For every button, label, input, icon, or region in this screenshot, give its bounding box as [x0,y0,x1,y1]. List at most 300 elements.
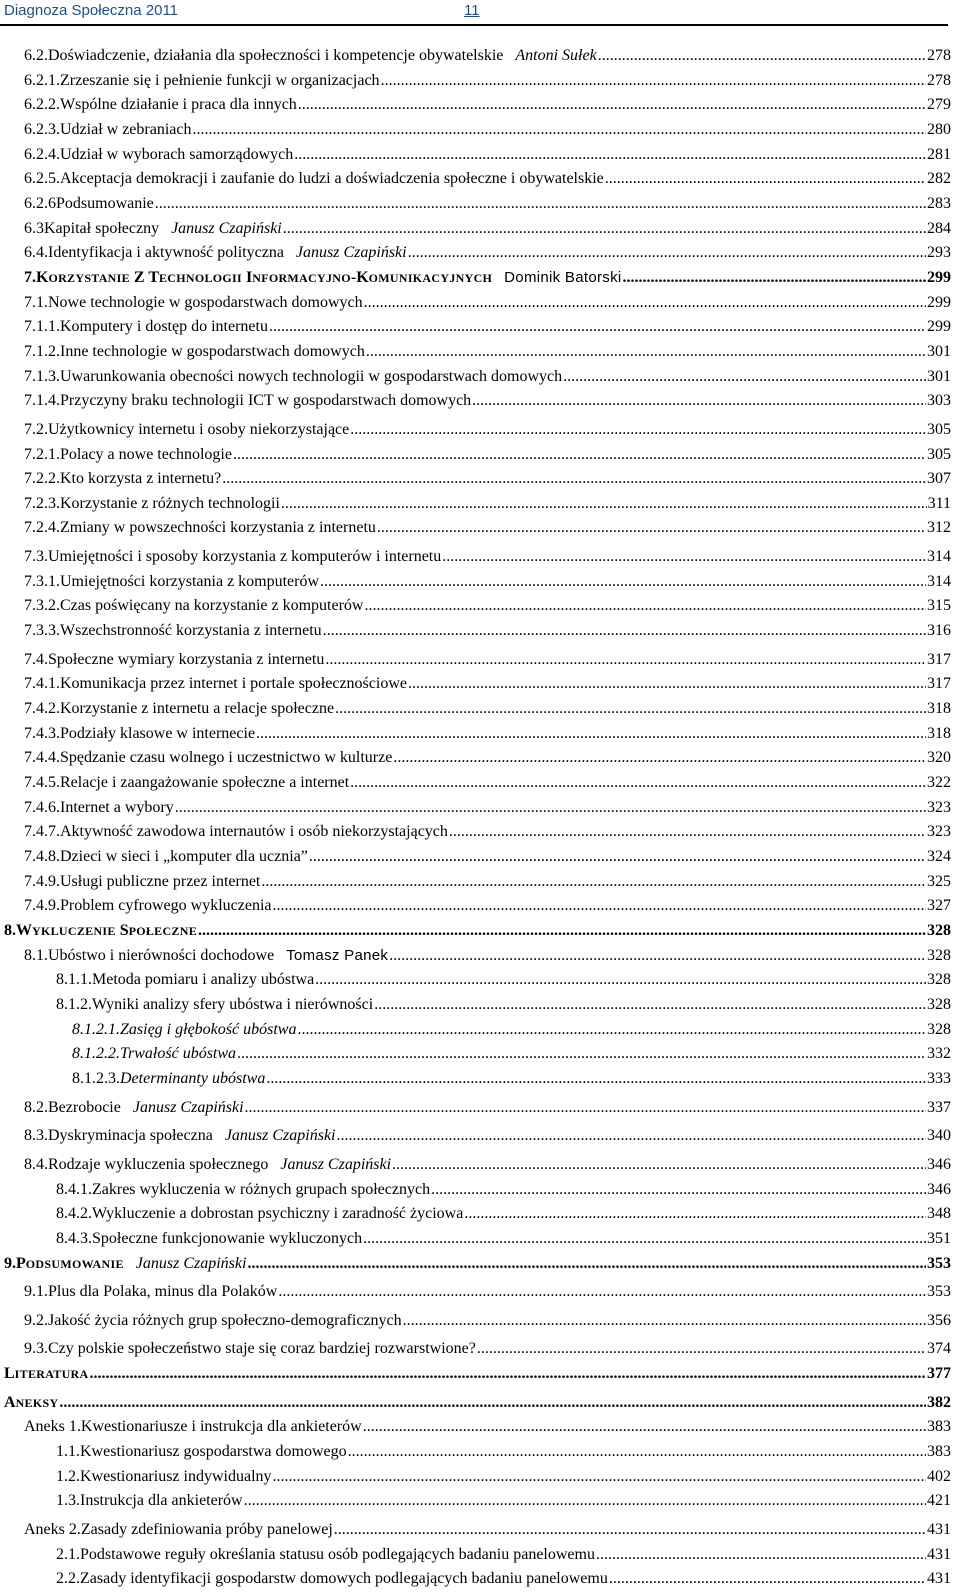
dot-leader [431,1178,926,1203]
toc-entry-number: 6.2.5. [24,170,60,188]
toc-entry-page: 322 [927,774,951,792]
toc-entry-title: Zakres wykluczenia w różnych grupach społecznych [92,1180,431,1198]
dot-leader [315,968,926,993]
toc-entry[interactable] [0,1465,960,1490]
dot-leader [609,1567,926,1592]
toc-entry[interactable] [0,266,960,291]
toc-entry-page: 317 [927,650,951,668]
toc-entry-title: Instrukcja dla ankieterów [80,1492,243,1510]
toc-entry-number: 7.1.4. [24,392,60,410]
toc-entry-title: Inne technologie w gospodarstwach domowych [60,342,365,360]
toc-entry[interactable] [0,570,960,595]
toc-entry-page: 311 [927,494,951,512]
dot-leader [477,1337,926,1362]
toc-entry-number: 6.2.4. [24,145,60,163]
dot-leader [350,771,926,796]
toc-entry-number: 7.2.1. [24,445,60,463]
toc-entry-number: 7.1.2. [24,342,60,360]
toc-entry-page: 293 [927,244,951,262]
toc-entry-number: 8.1.2.1. [72,1020,120,1038]
toc-entry-number: 8.1.2.3. [72,1069,120,1087]
toc-entry[interactable] [0,492,960,517]
toc-entry-number: 7.3.2. [24,597,60,615]
toc-entry-page: 353 [927,1283,951,1301]
toc-entry-title: Korzystanie z internetu a relacje społeczne [60,700,335,718]
toc-entry-title: Jakość życia różnych grup społeczno-demograficznych [48,1311,402,1329]
dot-leader [320,570,926,595]
toc-entry[interactable] [0,1391,960,1416]
toc-entry-title: Metoda pomiaru i analizy ubóstwa [92,971,315,989]
toc-entry-number: 7.3.3. [24,622,60,640]
toc-entry-title: Przyczyny braku technologii ICT w gospodarstwach domowych [60,392,472,410]
toc-entry-page: 421 [927,1492,951,1510]
dot-leader [364,291,926,316]
toc-entry[interactable] [0,919,960,944]
toc-entry-number: 8.1.1. [56,971,92,989]
dot-leader [281,492,927,517]
toc-entry[interactable] [0,619,960,644]
toc-entry-title: Zasady zdefiniowania próby panelowej [80,1521,333,1539]
dot-leader [233,443,926,468]
toc-entry-page: 283 [927,194,951,212]
running-title: Diagnoza Społeczna 2011 [4,2,179,19]
toc-entry-number: 6.2. [24,47,48,64]
toc-entry-title: Aktywność zawodowa internautów i osób niekorzystających [60,823,448,841]
toc-entry-title: Akceptacja demokracji i zaufanie do ludzi a doświadczenia społeczne i obywatelskie [60,170,604,188]
toc-entry-number: 8.4.1. [56,1180,92,1198]
dot-leader [366,340,926,365]
dot-leader [297,1018,926,1043]
toc-entry-page: 318 [927,700,951,718]
toc-entry-page: 305 [927,420,951,438]
toc-entry-page: 325 [927,872,951,890]
toc-entry-number: 7.3. [24,548,48,566]
toc-entry-title: Wykluczenie a dobrostan psychiczny i zaradność życiowa [92,1205,464,1223]
toc-entry-title: Czas poświęcany na korzystanie z komputerów [60,597,364,615]
toc-entry-number: 7.1.1. [24,318,60,336]
toc-entry-number: 8.1.2.2. [72,1045,120,1063]
toc-entry[interactable] [0,796,960,821]
dot-leader [393,746,926,771]
dot-leader [244,1489,926,1514]
dot-leader [337,1124,927,1149]
toc-entry-title: Dzieci w sieci i „komputer dla ucznia” [60,848,308,865]
toc-entry-number: 6.2.3. [24,120,60,138]
toc-entry-page: 346 [927,1180,951,1198]
page-number: 11 [464,2,480,19]
dot-leader [374,993,926,1018]
toc-entry-number: 8.4. [24,1155,48,1173]
dot-leader [283,217,926,242]
toc-entry-number: 8. [4,921,16,939]
toc-entry-number: 6.2.2. [24,96,60,114]
toc-entry-title: Kto korzysta z internetu? [60,470,222,488]
toc-entry[interactable] [0,746,960,771]
toc-entry[interactable] [0,1362,960,1387]
toc-entry-title: ANEKSY [4,1393,59,1411]
toc-entry-title: Relacje i zaangażowanie społeczne a internet [60,774,350,792]
dot-leader [298,93,926,118]
toc-entry-number: 7.4.9. [24,872,60,890]
toc-entry-title: Zasięg i głębokość ubóstwa [120,1020,297,1038]
toc-entry-title: Zrzeszanie się i pełnienie funkcji w organizacjach [60,71,380,89]
table-of-contents [0,44,960,1592]
toc-entry-number: 7.2.2. [24,470,60,488]
toc-entry-number: 8.1.2. [56,995,92,1013]
toc-entry[interactable] [0,1096,960,1121]
toc-entry-number: 8.2. [24,1098,48,1116]
toc-entry-title: Udział w wyborach samorządowych [60,145,294,163]
toc-entry-title: Podziały klasowe w internecie [60,724,256,742]
toc-entry-number: 6.3 [24,219,44,237]
toc-entry-title: Determinanty ubóstwa [120,1069,266,1087]
toc-entry-title: Wszechstronność korzystania z internetu [60,622,322,640]
toc-entry-number: 6.2.1. [24,71,60,89]
dot-leader [392,1153,926,1178]
toc-entry[interactable] [0,69,960,94]
toc-entry-page: 356 [927,1311,951,1329]
dot-leader [563,365,926,390]
toc-entry-number: 7.2.3. [24,494,60,512]
toc-entry-author: Janusz Czapiński [171,219,282,237]
toc-entry-author: Tomasz Panek [286,946,389,964]
toc-entry-title: Społeczne funkcjonowanie wykluczonych [92,1229,363,1247]
dot-leader [449,820,926,845]
toc-entry-page: 328 [927,946,951,964]
dot-leader [363,1415,926,1440]
toc-entry-author: Janusz Czapiński [295,244,407,262]
toc-entry[interactable] [0,993,960,1018]
toc-entry[interactable] [0,1018,960,1043]
toc-entry-number: 2.2. [56,1570,80,1588]
toc-entry-page: 314 [927,572,951,590]
toc-entry-page: 320 [927,749,951,767]
toc-entry-title: Korzystanie z różnych technologii [60,494,280,512]
toc-entry-number: 6.2.6 [24,194,56,212]
toc-entry[interactable] [0,1518,960,1543]
toc-entry-page: 279 [927,96,951,114]
toc-entry-number: 9.3. [24,1340,48,1358]
toc-entry-page: 431 [927,1545,951,1563]
toc-entry-number: 1.1. [56,1443,80,1461]
toc-entry-title: Umiejętności i sposoby korzystania z komputerów i internetu [48,548,442,566]
toc-entry-title: Problem cyfrowego wykluczenia [60,897,272,915]
dot-leader [605,167,926,192]
toc-entry-title: Użytkownicy internetu i osoby niekorzystające [48,420,350,438]
toc-entry[interactable] [0,467,960,492]
page-header [0,0,948,26]
toc-entry-page: 312 [927,519,951,537]
toc-entry-number: 7.4.9. [24,897,60,915]
toc-entry[interactable] [0,1415,960,1440]
toc-entry-number: 8.3. [24,1127,48,1145]
dot-leader [247,1252,926,1277]
toc-entry-number: 7.4.7. [24,823,60,841]
toc-entry[interactable] [0,389,960,414]
toc-entry-number: 7.4.8. [24,848,60,865]
toc-entry-page: 332 [927,1045,951,1063]
toc-entry-title: Czy polskie społeczeństwo staje się coraz bardziej rozwarstwione? [48,1340,476,1358]
toc-entry-author: Janusz Czapiński [224,1127,336,1145]
toc-entry-page: 314 [927,548,951,566]
toc-entry-page: 318 [927,724,951,742]
dot-leader [364,594,926,619]
dot-leader [294,143,926,168]
toc-entry-page: 328 [927,971,951,989]
toc-entry-number: 7.4. [24,650,48,668]
toc-entry[interactable] [0,1440,960,1465]
dot-leader [273,1465,926,1490]
toc-entry-page: 278 [927,47,951,64]
toc-entry-page: 280 [927,120,951,138]
toc-entry-title: Kwestionariusz indywidualny [80,1467,272,1485]
toc-entry[interactable] [0,722,960,747]
dot-leader [237,1042,926,1067]
toc-entry[interactable] [0,771,960,796]
toc-entry-title: PODSUMOWANIE [16,1254,124,1272]
toc-entry-page: 374 [927,1340,951,1358]
toc-entry[interactable] [0,594,960,619]
toc-entry-page: 431 [927,1521,951,1539]
toc-entry[interactable] [0,870,960,895]
toc-entry-number: Aneks 1. [24,1418,81,1436]
toc-entry-title: Usługi publiczne przez internet [60,872,261,890]
toc-entry[interactable] [0,418,960,443]
dot-leader [623,266,926,291]
toc-entry[interactable] [0,1153,960,1178]
toc-entry-title: WYKLUCZENIE SPOŁECZNE [16,921,198,939]
toc-entry-page: 431 [927,1570,951,1588]
dot-leader [266,1067,926,1092]
toc-entry-page: 301 [927,367,951,385]
toc-entry-number: 9.2. [24,1311,48,1329]
toc-entry[interactable] [0,1489,960,1514]
toc-entry-title: Bezrobocie [48,1098,121,1116]
toc-entry-number: 7.4.3. [24,724,60,742]
toc-entry-number: 7.2.4. [24,519,60,537]
toc-entry[interactable] [0,241,960,266]
toc-entry-page: 282 [927,170,951,188]
toc-entry-author: Janusz Czapiński [135,1254,247,1272]
toc-entry-title: Wyniki analizy sfery ubóstwa i nierówności [92,995,374,1013]
toc-entry-page: 284 [927,219,951,237]
toc-entry-page: 377 [927,1365,951,1383]
toc-entry-number: Aneks 2. [24,1521,81,1539]
toc-entry-title: Wspólne działanie i praca dla innych [60,96,297,114]
toc-entry-page: 299 [927,293,951,311]
dot-leader [377,516,926,541]
dot-leader [596,1543,926,1568]
toc-entry-page: 278 [927,71,951,89]
toc-entry-number: 1.2. [56,1467,80,1485]
dot-leader [309,845,926,870]
toc-entry[interactable] [0,291,960,316]
toc-entry[interactable] [0,1309,960,1334]
toc-entry-number: 2.1. [56,1545,80,1563]
toc-entry-page: 299 [927,268,951,286]
toc-entry-title: Doświadczenie, działania dla społeczności i kompetencje obywatelskie [48,47,504,64]
toc-entry[interactable] [0,365,960,390]
toc-entry-page: 316 [927,622,951,640]
toc-entry[interactable] [0,820,960,845]
toc-entry-page: 333 [927,1069,951,1087]
toc-entry-title: Internet a wybory [60,798,174,816]
dot-leader [323,619,926,644]
toc-entry-page: 323 [927,823,951,841]
toc-entry[interactable] [0,340,960,365]
toc-entry-page: 307 [927,470,951,488]
dot-leader [272,894,926,919]
dot-leader [334,1518,926,1543]
toc-entry-author: Janusz Czapiński [132,1098,244,1116]
toc-entry[interactable] [0,217,960,242]
toc-entry[interactable] [0,1337,960,1362]
dot-leader [261,870,926,895]
toc-entry-title: Komunikacja przez internet i portale społecznościowe [60,675,407,693]
dot-leader [192,118,926,143]
toc-entry[interactable] [0,167,960,192]
dot-leader [155,192,926,217]
toc-entry-number: 1.3. [56,1492,80,1510]
toc-entry-page: 315 [927,597,951,615]
toc-entry-number: 7.1.3. [24,367,60,385]
toc-entry[interactable] [0,545,960,570]
toc-entry-page: 382 [927,1393,951,1411]
toc-entry-page: 299 [927,318,951,336]
toc-entry-title: Ubóstwo i nierówności dochodowe [48,946,275,964]
toc-entry-page: 383 [927,1443,951,1461]
dot-leader [348,1440,926,1465]
toc-entry[interactable] [0,516,960,541]
toc-entry-page: 337 [927,1098,951,1116]
toc-entry-title: Identyfikacja i aktywność polityczna [48,244,284,262]
toc-entry-number: 7.4.5. [24,774,60,792]
toc-entry[interactable] [0,968,960,993]
toc-entry[interactable] [0,944,960,969]
toc-entry[interactable] [0,1567,960,1592]
toc-entry-title: Plus dla Polaka, minus dla Polaków [48,1283,278,1301]
toc-entry-title: Udział w zebraniach [60,120,192,138]
toc-entry[interactable] [0,648,960,673]
toc-entry-title: LITERATURA [4,1365,89,1383]
toc-entry-title: Trwałość ubóstwa [120,1045,237,1063]
toc-entry-page: 328 [927,1020,951,1038]
toc-entry[interactable] [0,845,960,870]
toc-entry-page: 303 [927,392,951,410]
toc-entry[interactable] [0,1178,960,1203]
dot-leader [350,418,926,443]
toc-entry-page: 327 [927,897,951,915]
dot-leader [464,1202,926,1227]
dot-leader [363,1227,926,1252]
dot-leader [472,389,926,414]
toc-entry-title: Kapitał społeczny [44,219,160,237]
toc-entry[interactable] [0,93,960,118]
toc-entry[interactable] [0,192,960,217]
toc-entry-number: 9.1. [24,1283,48,1301]
toc-entry-title: Podstawowe reguły określania statusu osób podlegających badaniu panelowemu [80,1545,595,1563]
toc-entry-title: Społeczne wymiary korzystania z internetu [48,650,325,668]
toc-entry[interactable] [0,1042,960,1067]
toc-entry-title: Kwestionariusze i instrukcja dla ankieterów [80,1418,362,1436]
toc-entry-title: Kwestionariusz gospodarstwa domowego [80,1443,347,1461]
toc-entry-page: 346 [927,1155,951,1173]
toc-entry-number: 8.4.3. [56,1229,92,1247]
dot-leader [198,919,926,944]
toc-entry-number: 7.2. [24,420,48,438]
toc-entry-page: 353 [927,1254,951,1272]
toc-entry-title: Komputery i dostęp do internetu [60,318,268,336]
toc-entry-page: 383 [927,1418,951,1436]
toc-entry-page: 305 [927,445,951,463]
toc-entry-page: 317 [927,675,951,693]
toc-entry[interactable] [0,1227,960,1252]
toc-entry-title: Polacy a nowe technologie [60,445,232,463]
toc-entry-page: 328 [927,995,951,1013]
dot-leader [256,722,926,747]
toc-entry-number: 7.4.2. [24,700,60,718]
toc-entry-number: 8.1. [24,946,48,964]
toc-entry-number: 8.4.2. [56,1205,92,1223]
toc-entry-title: Podsumowanie [56,194,154,212]
dot-leader [389,944,926,969]
toc-entry[interactable] [0,1067,960,1092]
toc-entry[interactable] [0,1543,960,1568]
toc-entry[interactable] [0,1202,960,1227]
dot-leader [442,545,926,570]
toc-entry-page: 323 [927,798,951,816]
toc-entry-title: Spędzanie czasu wolnego i uczestnictwo w kulturze [60,749,393,767]
toc-entry-number: 7.4.1. [24,675,60,693]
dot-leader [59,1391,926,1416]
toc-entry-author: Antoni Sułek [515,47,597,64]
toc-entry[interactable] [0,672,960,697]
toc-entry[interactable] [0,1124,960,1149]
dot-leader [278,1280,926,1305]
toc-entry-number: 7.4.4. [24,749,60,767]
toc-entry[interactable] [0,1252,960,1277]
dot-leader [325,648,926,673]
toc-entry[interactable] [0,44,960,69]
dot-leader [335,697,926,722]
dot-leader [222,467,926,492]
toc-entry[interactable] [0,894,960,919]
toc-entry-author: Dominik Batorski [504,268,622,286]
toc-entry[interactable] [0,1280,960,1305]
dot-leader [381,69,926,94]
toc-entry-title: Rodzaje wykluczenia społecznego [48,1155,269,1173]
toc-entry[interactable] [0,443,960,468]
toc-entry-page: 351 [927,1229,951,1247]
toc-entry-number: 7.1. [24,293,48,311]
toc-entry[interactable] [0,315,960,340]
toc-entry-page: 402 [927,1467,951,1485]
toc-entry-number: 7.3.1. [24,572,60,590]
toc-entry-page: 301 [927,342,951,360]
toc-entry-title: Zasady identyfikacji gospodarstw domowych podlegających badaniu panelowemu [80,1570,608,1588]
toc-entry[interactable] [0,697,960,722]
toc-entry-page: 348 [927,1205,951,1223]
dot-leader [269,315,926,340]
toc-entry-number: 7.4.6. [24,798,60,816]
toc-entry-page: 340 [927,1127,951,1145]
toc-entry[interactable] [0,143,960,168]
toc-entry-title: Zmiany w powszechności korzystania z internetu [60,519,376,537]
toc-entry-number: 9. [4,1254,16,1272]
dot-leader [175,796,926,821]
dot-leader [408,672,926,697]
toc-entry[interactable] [0,118,960,143]
